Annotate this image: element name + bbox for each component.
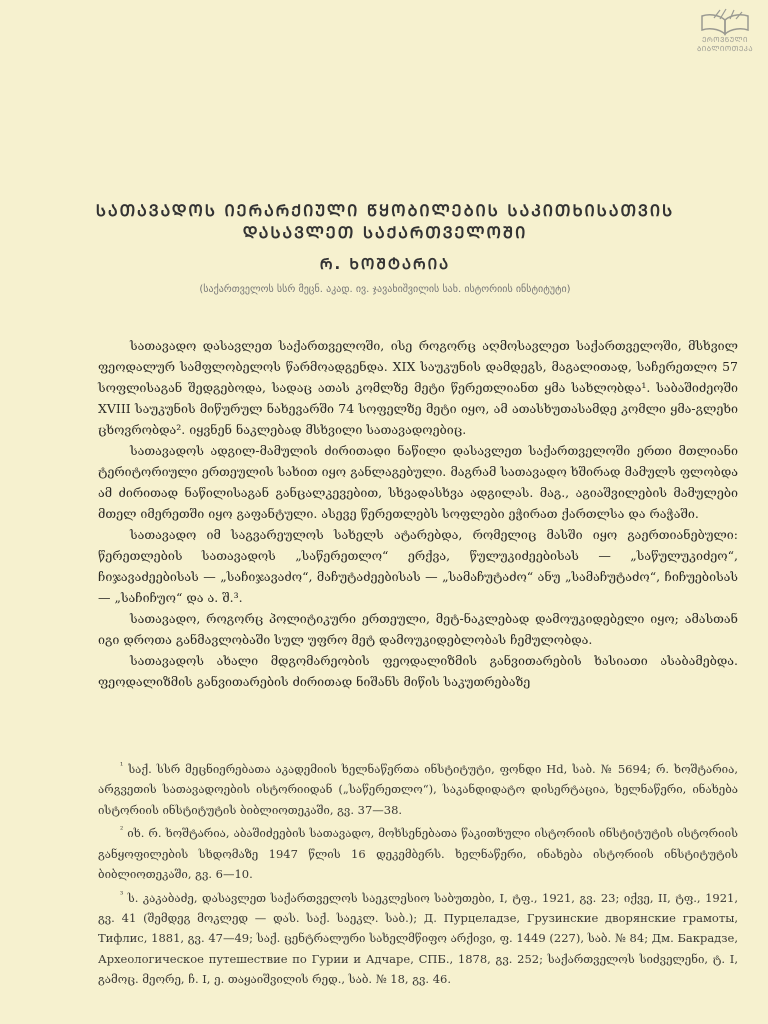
author-name: Რ. ᲮᲝᲨᲢᲐᲠᲘᲐ bbox=[319, 255, 451, 273]
body-paragraph: სათავადო იმ საგვარეულოს სახელს ატარებდა, რომელიც მასში იყო გაერთიანებული: წერეთლების სათავადოს „საწერეთლო“ ერქვა, წულუკიძეებისას — „საწულუკიძეო“, ჩიჯავაძეებისას — „საჩიჯავაძო“, მაჩუტაძეებისას — „სამაჩუტაძო“ ანუ „სამაჩუტაძო“, ჩიჩუებისას — „საჩიჩუო“ და ა. შ.³. bbox=[98, 527, 738, 605]
logo-line-1: ᲔᲠᲝᲕᲜᲣᲚᲘ bbox=[702, 36, 748, 44]
library-logo bbox=[692, 8, 758, 54]
footnote-text: ს. კაკაბაძე, დასავლეთ საქართველოს საეკლესიო საბუთები, I, ტფ., 1921, გვ. 23; იქვე, II, ტფ., 1921, გვ. 41 (შემდეგ მოკლედ — დას. საქ. საეკლ. საბ.); Д. Пурцеладзе, Грузинские дворянские грамоты, Тифлис, 1881, გვ. 47—49; საქ. ცენტრალური სახელმწიფო არქივი, ფ. 1449 (227), საბ. № 84; Дм. Бакрадзе, Археологическое путешествие по Гурии и Адчаре, СПБ., 1878, გვ. 252; საქართველოს სიძველენი, ტ. I, გამოც. მეორე, ჩ. I, ე. თაყაიშვილის რედ., საბ. № 18, გვ. 46. bbox=[98, 890, 738, 987]
footnote bbox=[98, 885, 738, 990]
article-header bbox=[70, 200, 700, 295]
footnote bbox=[98, 820, 738, 884]
footnote-text: საქ. სსრ მეცნიერებათა აკადემიის ხელნაწერთა ინსტიტუტი, ფონდი Hd, საბ. № 5694; რ. ხოშტარია, არგვეთის სათავადოების ისტორიიდან („საწერეთლო“), საკანდიდატო დისერტაცია, ხელნაწერი, ინახება ისტორიის ინსტიტუტის ბიბლიოთეკაში, გვ. 37—38. bbox=[98, 761, 738, 817]
body-paragraph: სათავადოს ახალი მდგომარეობის ფეოდალიზმის განვითარების ხასიათი ასაბამებდა. ფეოდალიზმის განვითარების ძირითად ნიშანს მიწის საკუთრებაზე bbox=[98, 653, 738, 689]
body-paragraph: სათავადო, როგორც პოლიტიკური ერთეული, მეტ-ნაკლებად დამოუკიდებელი იყო; ამასთან იგი დროთა განმავლობაში სულ უფრო მეტ დამოუკიდებლობას ჩემულობდა. bbox=[98, 611, 738, 647]
article-body bbox=[98, 335, 738, 692]
body-paragraph: სათავადო დასავლეთ საქართველოში, ისე როგორც აღმოსავლეთ საქართველოში, მსხვილ ფეოდალურ სამფლობელოს წარმოადგენდა. XIX საუკუნის დამდეგს, მაგალითად, საჩერეთლო 57 სოფლისაგან შედგებოდა, სადაც ათას კომლზე მეტი წერეთლიანთ ყმა სახლობდა¹. საბაშიძეოში XVIII საუკუნის მიწურულ ნახევარში 74 სოფელზე მეტი იყო, ამ ათასხუთასამდე კომლი ყმა-გლეხი ცხოვრობდა². იყვნენ ნაკლებად მსხვილი სათავადოებიც. bbox=[98, 338, 738, 437]
footnote-number: ¹ bbox=[120, 761, 124, 770]
article-title-line-2: ᲓᲐᲡᲐᲕᲚᲔᲗ ᲡᲐᲥᲐᲠᲗᲕᲔᲚᲝᲨᲘ bbox=[242, 223, 528, 242]
footnotes bbox=[98, 756, 738, 990]
article-title-line-1: ᲡᲐᲗᲐᲕᲐᲓᲝᲡ ᲘᲔᲠᲐᲠᲥᲘᲣᲚᲘ ᲬᲧᲝᲑᲘᲚᲔᲑᲘᲡ ᲡᲐᲙᲘᲗᲮᲘᲡᲐᲗᲕᲘᲡ bbox=[95, 201, 675, 220]
footnote bbox=[98, 756, 738, 820]
logo-line-2: ᲑᲘᲑᲚᲘᲝᲗᲔᲙᲐ bbox=[696, 45, 754, 53]
footnote-text: იხ. რ. ხოშტარია, აბაშიძეების სათავადო, მოხსენებათა წაკითხული ისტორიის ინსტიტუტის ისტორიის განყოფილების სხდომაზე 1947 წლის 16 დეკემბერს. ხელნაწერი, ინახება ისტორიის ინსტიტუტის ბიბლიოთეკაში, გვ. 6—10. bbox=[98, 826, 738, 882]
footnote-number: ³ bbox=[120, 889, 124, 899]
footnote-number: ² bbox=[120, 825, 124, 835]
body-paragraph: სათავადოს ადგილ-მამულის ძირითადი ნაწილი დასავლეთ საქართველოში ერთი მთლიანი ტერიტორიული ერთეულის სახით იყო განლაგებული. მაგრამ სათავადო ხშირად მამულს ფლობდა ამ ძირითად ნაწილისაგან განცალკევებით, სხვადასხვა ადგილას. მაგ., აგიაშვილების მამულები მთელ იმერეთში იყო გაფანტული. ასევე წერეთლებს სოფლები ეჭირათ ქართლსა და რაჭაში. bbox=[98, 443, 738, 521]
open-book-icon bbox=[700, 8, 750, 36]
author-affiliation: (საქართველოს სსრ მეცნ. აკად. ივ. ჯავახიშვილის სახ. ისტორიის ინსტიტუტი) bbox=[199, 284, 571, 295]
